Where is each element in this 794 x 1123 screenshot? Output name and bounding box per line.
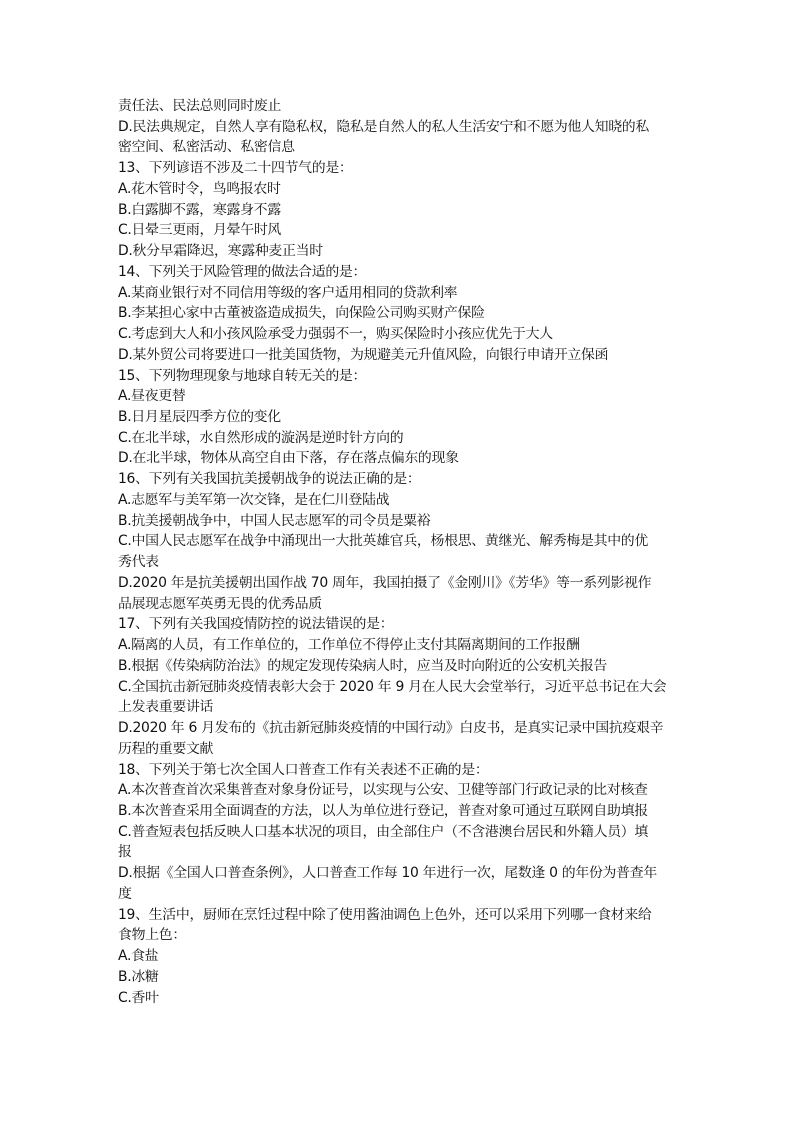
answer-option: C.全国抗击新冠肺炎疫情表彰大会于 2020 年 9 月在人民大会堂举行，习近平总书记在大会 — [118, 678, 667, 695]
question-stem: 15、下列物理现象与地球自转无关的是： — [118, 367, 367, 384]
question-stem: 14、下列关于风险管理的做法合适的是： — [118, 263, 367, 280]
answer-option: B.冰糖 — [118, 968, 159, 985]
answer-option: A.隔离的人员，有工作单位的，工作单位不得停止支付其隔离期间的工作报酬 — [118, 637, 580, 654]
text-line: 责任法、民法总则同时废止 — [118, 98, 282, 114]
text-line: 历程的重要文献 — [118, 740, 214, 757]
question-stem: 16、下列有关我国抗美援朝战争的说法正确的是： — [118, 471, 421, 488]
answer-option: A.食盐 — [118, 948, 159, 965]
answer-option: C.香叶 — [118, 989, 159, 1006]
answer-option: D.根据《全国人口普查条例》，人口普查工作每 10 年进行一次，尾数逢 0 的年份为普查年 — [118, 865, 657, 882]
text-line: 品展现志愿军英勇无畏的优秀品质 — [118, 595, 322, 612]
answer-option: B.日月星辰四季方位的变化 — [118, 409, 281, 426]
answer-option: C.在北半球，水自然形成的漩涡是逆时针方向的 — [118, 429, 404, 446]
answer-option: B.白露脚不露，寒露身不露 — [118, 201, 281, 218]
answer-option: A.昼夜更替 — [118, 388, 186, 405]
answer-option: D.2020 年 6 月发布的《抗击新冠肺炎疫情的中国行动》白皮书，是真实记录中国抗疫艰辛 — [118, 720, 664, 737]
text-line: 上发表重要讲话 — [118, 699, 214, 716]
answer-option: C.普查短表包括反映人口基本状况的项目，由全部住户（不含港澳台居民和外籍人员）填 — [118, 823, 648, 840]
answer-option: A.本次普查首次采集普查对象身份证号，以实现与公安、卫健等部门行政记录的比对核查 — [118, 782, 648, 799]
answer-option: B.本次普查采用全面调查的方法，以人为单位进行登记，普查对象可通过互联网自助填报 — [118, 802, 648, 819]
question-stem: 17、下列有关我国疫情防控的说法错误的是： — [118, 616, 394, 633]
answer-option: D.2020 年是抗美援朝出国作战 70 周年，我国拍摄了《金刚川》《芳华》等一系列影视作 — [118, 574, 652, 591]
text-line: 密空间、私密活动、私密信息 — [118, 139, 295, 156]
answer-option: B.李某担心家中古董被盗造成损失，向保险公司购买财产保险 — [118, 305, 485, 322]
answer-option: A.花木管时令，鸟鸣报农时 — [118, 180, 281, 197]
text-line: 报 — [118, 844, 132, 861]
text-line: 食物上色： — [118, 927, 186, 944]
text-line: 度 — [118, 885, 132, 902]
answer-option: D.某外贸公司将要进口一批美国货物，为规避美元升值风险，向银行申请开立保函 — [118, 346, 609, 363]
answer-option: A.志愿军与美军第一次交锋，是在仁川登陆战 — [118, 491, 390, 508]
answer-option: B.根据《传染病防治法》的规定发现传染病人时，应当及时向附近的公安机关报告 — [118, 657, 608, 674]
answer-option: D.民法典规定，自然人享有隐私权，隐私是自然人的私人生活安宁和不愿为他人知晓的私 — [118, 118, 649, 135]
answer-option: D.在北半球，物体从高空自由下落，存在落点偏东的现象 — [118, 450, 459, 467]
answer-option: C.日晕三更雨，月晕午时风 — [118, 222, 282, 239]
question-stem: 13、下列谚语不涉及二十四节气的是： — [118, 160, 353, 177]
question-stem: 19、生活中，厨师在烹饪过程中除了使用酱油调色上色外，还可以采用下列哪一食材来给 — [118, 906, 652, 923]
answer-option: A.某商业银行对不同信用等级的客户适用相同的贷款利率 — [118, 284, 458, 301]
answer-option: B.抗美援朝战争中，中国人民志愿军的司令员是粟裕 — [118, 512, 431, 529]
text-line: 秀代表 — [118, 554, 159, 571]
answer-option: C.考虑到大人和小孩风险承受力强弱不一，购买保险时小孩应优先于大人 — [118, 326, 553, 343]
answer-option: D.秋分早霜降迟，寒露种麦正当时 — [118, 243, 323, 260]
question-stem: 18、下列关于第七次全国人口普查工作有关表述不正确的是： — [118, 761, 489, 778]
document-body — [118, 96, 688, 1008]
answer-option: C.中国人民志愿军在战争中涌现出一大批英雄官兵，杨根思、黄继光、解秀梅是其中的优 — [118, 533, 648, 550]
